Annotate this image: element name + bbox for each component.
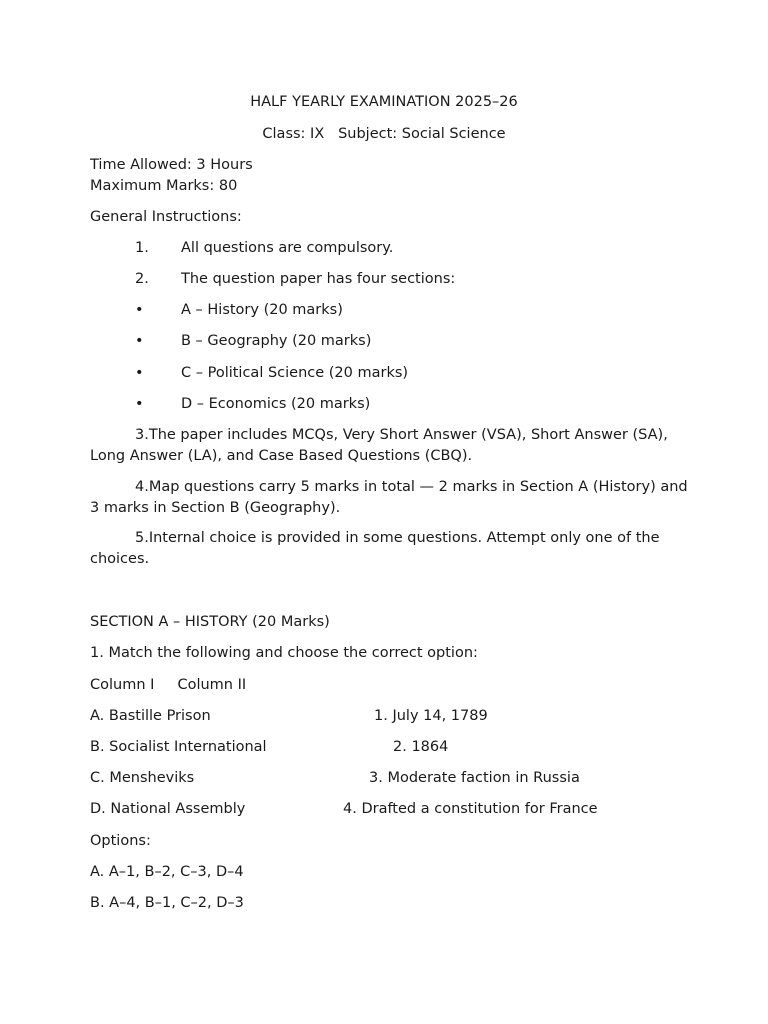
options-label: Options: [90,833,151,849]
match-right: 4. Drafted a constitution for France [343,801,598,817]
bullet-icon: • [135,333,144,349]
list-marker: 1. [135,240,149,256]
time-allowed: Time Allowed: 3 Hours [90,157,253,173]
bullet-icon: • [135,302,144,318]
instruction-paragraph-5 [90,528,690,569]
match-left: B. Socialist International [90,739,267,755]
match-right: 3. Moderate faction in Russia [369,770,580,786]
list-marker: 2. [135,271,149,287]
class-subject-line: Class: IX Subject: Social Science [262,126,506,142]
instruction-text: The question paper has four sections: [181,271,456,287]
paragraph-text: 5.Internal choice is provided in some questions. Attempt only one of the choices. [90,530,660,567]
match-left: C. Mensheviks [90,770,195,786]
bullet-icon: • [135,396,144,412]
exam-title: HALF YEARLY EXAMINATION 2025–26 [250,94,518,110]
column-header: Column I Column II [90,677,247,693]
bullet-icon: • [135,365,144,381]
instruction-paragraph-4 [90,477,690,518]
bullet-text: D – Economics (20 marks) [181,396,371,412]
bullet-text: A – History (20 marks) [181,302,343,318]
section-a-heading: SECTION A – HISTORY (20 Marks) [90,614,330,630]
instructions-heading: General Instructions: [90,209,242,225]
bullet-text: C – Political Science (20 marks) [181,365,409,381]
option-b: B. A–4, B–1, C–2, D–3 [90,895,244,911]
match-right: 2. 1864 [393,739,449,755]
instruction-text: All questions are compulsory. [181,240,394,256]
option-a: A. A–1, B–2, C–3, D–4 [90,864,244,880]
match-left: D. National Assembly [90,801,246,817]
paragraph-text: 3.The paper includes MCQs, Very Short Answer (VSA), Short Answer (SA), Long Answer (LA), and Case Based Questions (CBQ). [90,427,668,464]
maximum-marks: Maximum Marks: 80 [90,178,238,194]
instruction-paragraph-3 [90,425,690,466]
bullet-text: B – Geography (20 marks) [181,333,372,349]
question-1-prompt: 1. Match the following and choose the correct option: [90,645,478,661]
match-left: A. Bastille Prison [90,708,211,724]
paragraph-text: 4.Map questions carry 5 marks in total — 2 marks in Section A (History) and 3 marks in Section B (Geography). [90,479,688,516]
match-right: 1. July 14, 1789 [374,708,488,724]
